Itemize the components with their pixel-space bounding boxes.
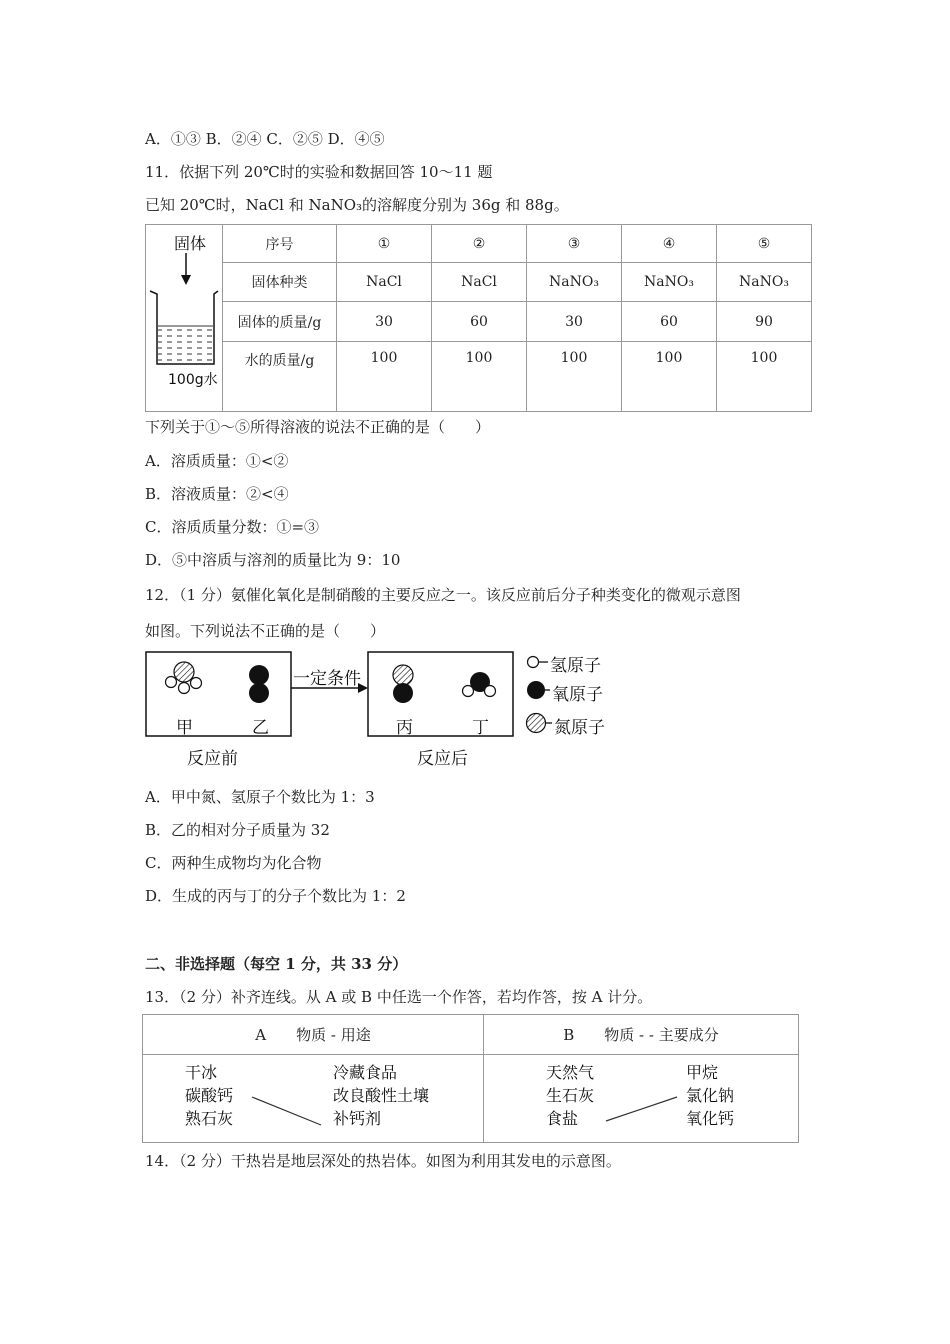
bing-label: 丙	[396, 718, 413, 738]
b-right-item: 甲烷	[686, 1063, 719, 1082]
table-cell: 固体的质量/g	[223, 302, 337, 342]
legend-oxygen-label: 氧原子	[552, 685, 603, 705]
table-header: ⑤	[717, 225, 812, 263]
section-heading: 二、非选择题（每空 1 分，共 33 分）	[145, 955, 408, 973]
question-14-stem: 14．（2 分）干热岩是地层深处的热岩体。如图为利用其发电的示意图。	[145, 1152, 621, 1170]
after-label: 反应后	[417, 749, 468, 769]
legend-nitrogen-label: 氮原子	[554, 718, 605, 738]
table-header: ③	[527, 225, 622, 263]
table-cell: 30	[527, 302, 622, 342]
question-11-stem: 下列关于①～⑤所得溶液的说法不正确的是（ ）	[145, 418, 491, 436]
option-a: A．溶质质量：①<②	[145, 452, 289, 470]
table-cell: NaNO₃	[717, 263, 812, 302]
option-b: B．溶液质量：②<④	[145, 485, 289, 503]
table-cell: NaNO₃	[527, 263, 622, 302]
a-left-item: 碳酸钙	[185, 1086, 234, 1105]
option-d: D．生成的丙与丁的分子个数比为 1：2	[145, 887, 406, 905]
table-cell: 100	[622, 342, 717, 412]
matching-b-cell	[484, 1055, 799, 1143]
table-cell: NaCl	[432, 263, 527, 302]
table-cell: 固体种类	[223, 263, 337, 302]
legend-nitrogen	[527, 714, 553, 733]
a-left-item: 干冰	[185, 1063, 218, 1082]
b-left-item: 食盐	[546, 1109, 579, 1128]
table-cell: 100	[527, 342, 622, 412]
option-c: C．溶质质量分数：①=③	[145, 518, 320, 536]
legend-oxygen	[527, 681, 550, 699]
table-header-b: B 物质 - - 主要成分	[484, 1015, 799, 1055]
before-label: 反应前	[187, 749, 238, 769]
beaker-water-label: 100g水	[168, 372, 218, 388]
jia-label: 甲	[176, 718, 193, 738]
question-11-title: 11．依据下列 20℃时的实验和数据回答 10～11 题	[145, 163, 493, 181]
option-c: C．两种生成物均为化合物	[145, 854, 322, 872]
table-cell: 100	[337, 342, 432, 412]
table-cell: NaNO₃	[622, 263, 717, 302]
table-cell: 100	[717, 342, 812, 412]
question-11-known-info: 已知 20℃时，NaCl 和 NaNO₃的溶解度分别为 36g 和 88g。	[145, 196, 569, 214]
table-cell: 水的质量/g	[223, 342, 337, 412]
beaker-figure-cell	[146, 225, 223, 412]
table-cell: 100	[432, 342, 527, 412]
question-12-stem-line2: 如图。下列说法不正确的是（ ）	[145, 622, 386, 640]
legend-hydrogen-label: 氢原子	[550, 656, 601, 676]
table-cell: 60	[432, 302, 527, 342]
b-connecting-line	[484, 1055, 800, 1143]
yi-label: 乙	[252, 718, 269, 738]
ding-label: 丁	[472, 718, 489, 738]
question-12-stem-line1: 12．（1 分）氨催化氧化是制硝酸的主要反应之一。该反应前后分子种类变化的微观示意图	[145, 586, 741, 604]
matching-table	[142, 1014, 799, 1143]
table-cell: NaCl	[337, 263, 432, 302]
a-left-item: 熟石灰	[185, 1109, 234, 1128]
solubility-experiment-table	[145, 224, 812, 412]
a-right-column	[333, 1061, 429, 1130]
option-a: A．甲中氮、氢原子个数比为 1：3	[145, 788, 375, 806]
table-header-a: A 物质 - 用途	[143, 1015, 484, 1055]
table-header: ④	[622, 225, 717, 263]
beaker-solid-label: 固体	[174, 234, 207, 253]
table-header: ②	[432, 225, 527, 263]
b-left-item: 天然气	[546, 1063, 595, 1082]
previous-question-options: A．①③ B．②④ C．②⑤ D．④⑤	[145, 130, 385, 148]
b-right-item: 氯化钠	[686, 1086, 735, 1105]
table-cell: 30	[337, 302, 432, 342]
a-right-item: 补钙剂	[333, 1109, 382, 1128]
matching-a-cell	[143, 1055, 484, 1143]
table-header: ①	[337, 225, 432, 263]
b-right-item: 氧化钙	[686, 1109, 735, 1128]
table-header: 序号	[223, 225, 337, 263]
condition-label: 一定条件	[293, 669, 361, 689]
table-cell: 90	[717, 302, 812, 342]
table-cell: 60	[622, 302, 717, 342]
a-right-item: 改良酸性土壤	[333, 1086, 430, 1105]
b-right-column	[686, 1061, 734, 1130]
option-b: B．乙的相对分子质量为 32	[145, 821, 330, 839]
option-d: D．⑤中溶质与溶剂的质量比为 9：10	[145, 551, 401, 569]
a-connecting-line	[143, 1055, 483, 1143]
before-box	[146, 652, 291, 736]
b-left-item: 生石灰	[546, 1086, 595, 1105]
legend-hydrogen	[528, 657, 549, 668]
question-13-stem: 13．（2 分）补齐连线。从 A 或 B 中任选一个作答，若均作答，按 A 计分。	[145, 988, 653, 1006]
a-right-item: 冷藏食品	[333, 1063, 398, 1082]
